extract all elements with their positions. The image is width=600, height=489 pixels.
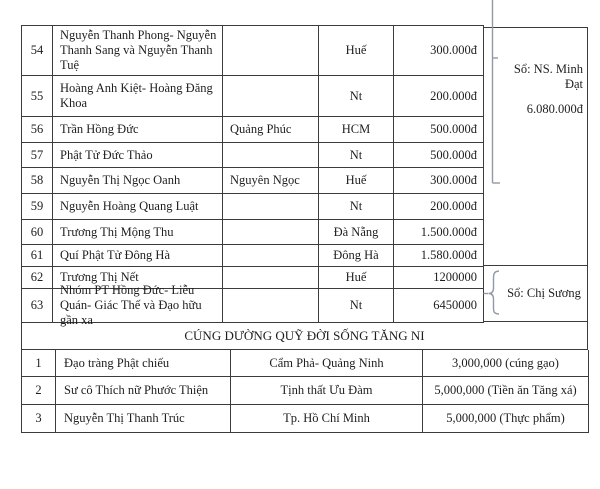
- place-cell: Tịnh thất Ưu Đàm: [231, 377, 423, 405]
- place-cell: Cẩm Phả- Quảng Ninh: [231, 350, 423, 377]
- city-cell: Nt: [319, 143, 394, 168]
- amount-cell: 5,000,000 (Tiền ăn Tăng xá): [423, 377, 589, 405]
- city-cell: HCM: [319, 117, 394, 143]
- amount-cell: 3,000,000 (cúng gạo): [423, 350, 589, 377]
- note-chi-suong: [483, 266, 587, 322]
- row-number: 2: [22, 377, 56, 405]
- row-number: 63: [22, 289, 53, 323]
- donor-name: Nhóm PT Hồng Đức- Liễu Quán- Giác Thế và Đạo hữu gần xa: [53, 289, 223, 323]
- donor-name: Trương Thị Nết: [53, 267, 223, 289]
- amount-cell: 500.000đ: [394, 143, 484, 168]
- pagoda-cell: [223, 194, 319, 220]
- donor-name: Nguyễn Hoàng Quang Luật: [53, 194, 223, 220]
- amount-cell: 1200000: [394, 267, 484, 289]
- city-cell: Huế: [319, 26, 394, 76]
- city-cell: Nt: [319, 194, 394, 220]
- row-number: 57: [22, 143, 53, 168]
- donor-name: Quí Phật Tử Đông Hà: [53, 245, 223, 267]
- amount-cell: 6450000: [394, 289, 484, 323]
- pagoda-cell: [223, 245, 319, 267]
- donor-name: Đạo tràng Phật chiếu: [56, 350, 231, 377]
- city-cell: Huế: [319, 267, 394, 289]
- donor-name: Nguyễn Thanh Phong- Nguyễn Thanh Sang và Nguyễn Thanh Tuệ: [53, 26, 223, 76]
- row-number: 58: [22, 168, 53, 194]
- row-number: 60: [22, 220, 53, 245]
- amount-cell: 500.000đ: [394, 117, 484, 143]
- row-number: 1: [22, 350, 56, 377]
- row-number: 59: [22, 194, 53, 220]
- row-number: 3: [22, 405, 56, 433]
- note-total: 6.080.000đ: [526, 102, 583, 116]
- city-cell: Nt: [319, 289, 394, 323]
- note-minh-dat: [483, 28, 587, 266]
- note-label: Sổ: Chị Sương: [507, 286, 581, 301]
- section-header: CÚNG DƯỜNG QUỸ ĐỜI SỐNG TĂNG NI: [21, 322, 588, 350]
- row-number: 61: [22, 245, 53, 267]
- donor-name: Trần Hồng Đức: [53, 117, 223, 143]
- amount-cell: 1.500.000đ: [394, 220, 484, 245]
- pagoda-cell: [223, 26, 319, 76]
- pagoda-cell: Nguyên Ngọc: [223, 168, 319, 194]
- note-label: Sổ: NS. Minh Đạt: [513, 62, 583, 91]
- row-number: 56: [22, 117, 53, 143]
- amount-cell: 200.000đ: [394, 76, 484, 117]
- city-cell: Nt: [319, 76, 394, 117]
- place-cell: Tp. Hồ Chí Minh: [231, 405, 423, 433]
- donor-name: Phật Tử Đức Thảo: [53, 143, 223, 168]
- donor-name: Nguyễn Thị Ngọc Oanh: [53, 168, 223, 194]
- donor-name: Hoàng Anh Kiệt- Hoàng Đăng Khoa: [53, 76, 223, 117]
- amount-cell: 1.580.000đ: [394, 245, 484, 267]
- tangni-table: [21, 350, 589, 433]
- notes-column: [483, 27, 588, 322]
- amount-cell: 200.000đ: [394, 194, 484, 220]
- city-cell: Đông Hà: [319, 245, 394, 267]
- row-number: 55: [22, 76, 53, 117]
- pagoda-cell: [223, 76, 319, 117]
- amount-cell: 300.000đ: [394, 168, 484, 194]
- pagoda-cell: [223, 267, 319, 289]
- row-number: 54: [22, 26, 53, 76]
- donor-name: Trương Thị Mộng Thu: [53, 220, 223, 245]
- pagoda-cell: Quảng Phúc: [223, 117, 319, 143]
- donor-name: Sư cô Thích nữ Phước Thiện: [56, 377, 231, 405]
- row-number: 62: [22, 267, 53, 289]
- donor-name: Nguyễn Thị Thanh Trúc: [56, 405, 231, 433]
- amount-cell: 300.000đ: [394, 26, 484, 76]
- amount-cell: 5,000,000 (Thực phẩm): [423, 405, 589, 433]
- city-cell: Đà Nẵng: [319, 220, 394, 245]
- donation-table: [21, 25, 484, 327]
- pagoda-cell: [223, 143, 319, 168]
- pagoda-cell: [223, 289, 319, 323]
- city-cell: Huế: [319, 168, 394, 194]
- pagoda-cell: [223, 220, 319, 245]
